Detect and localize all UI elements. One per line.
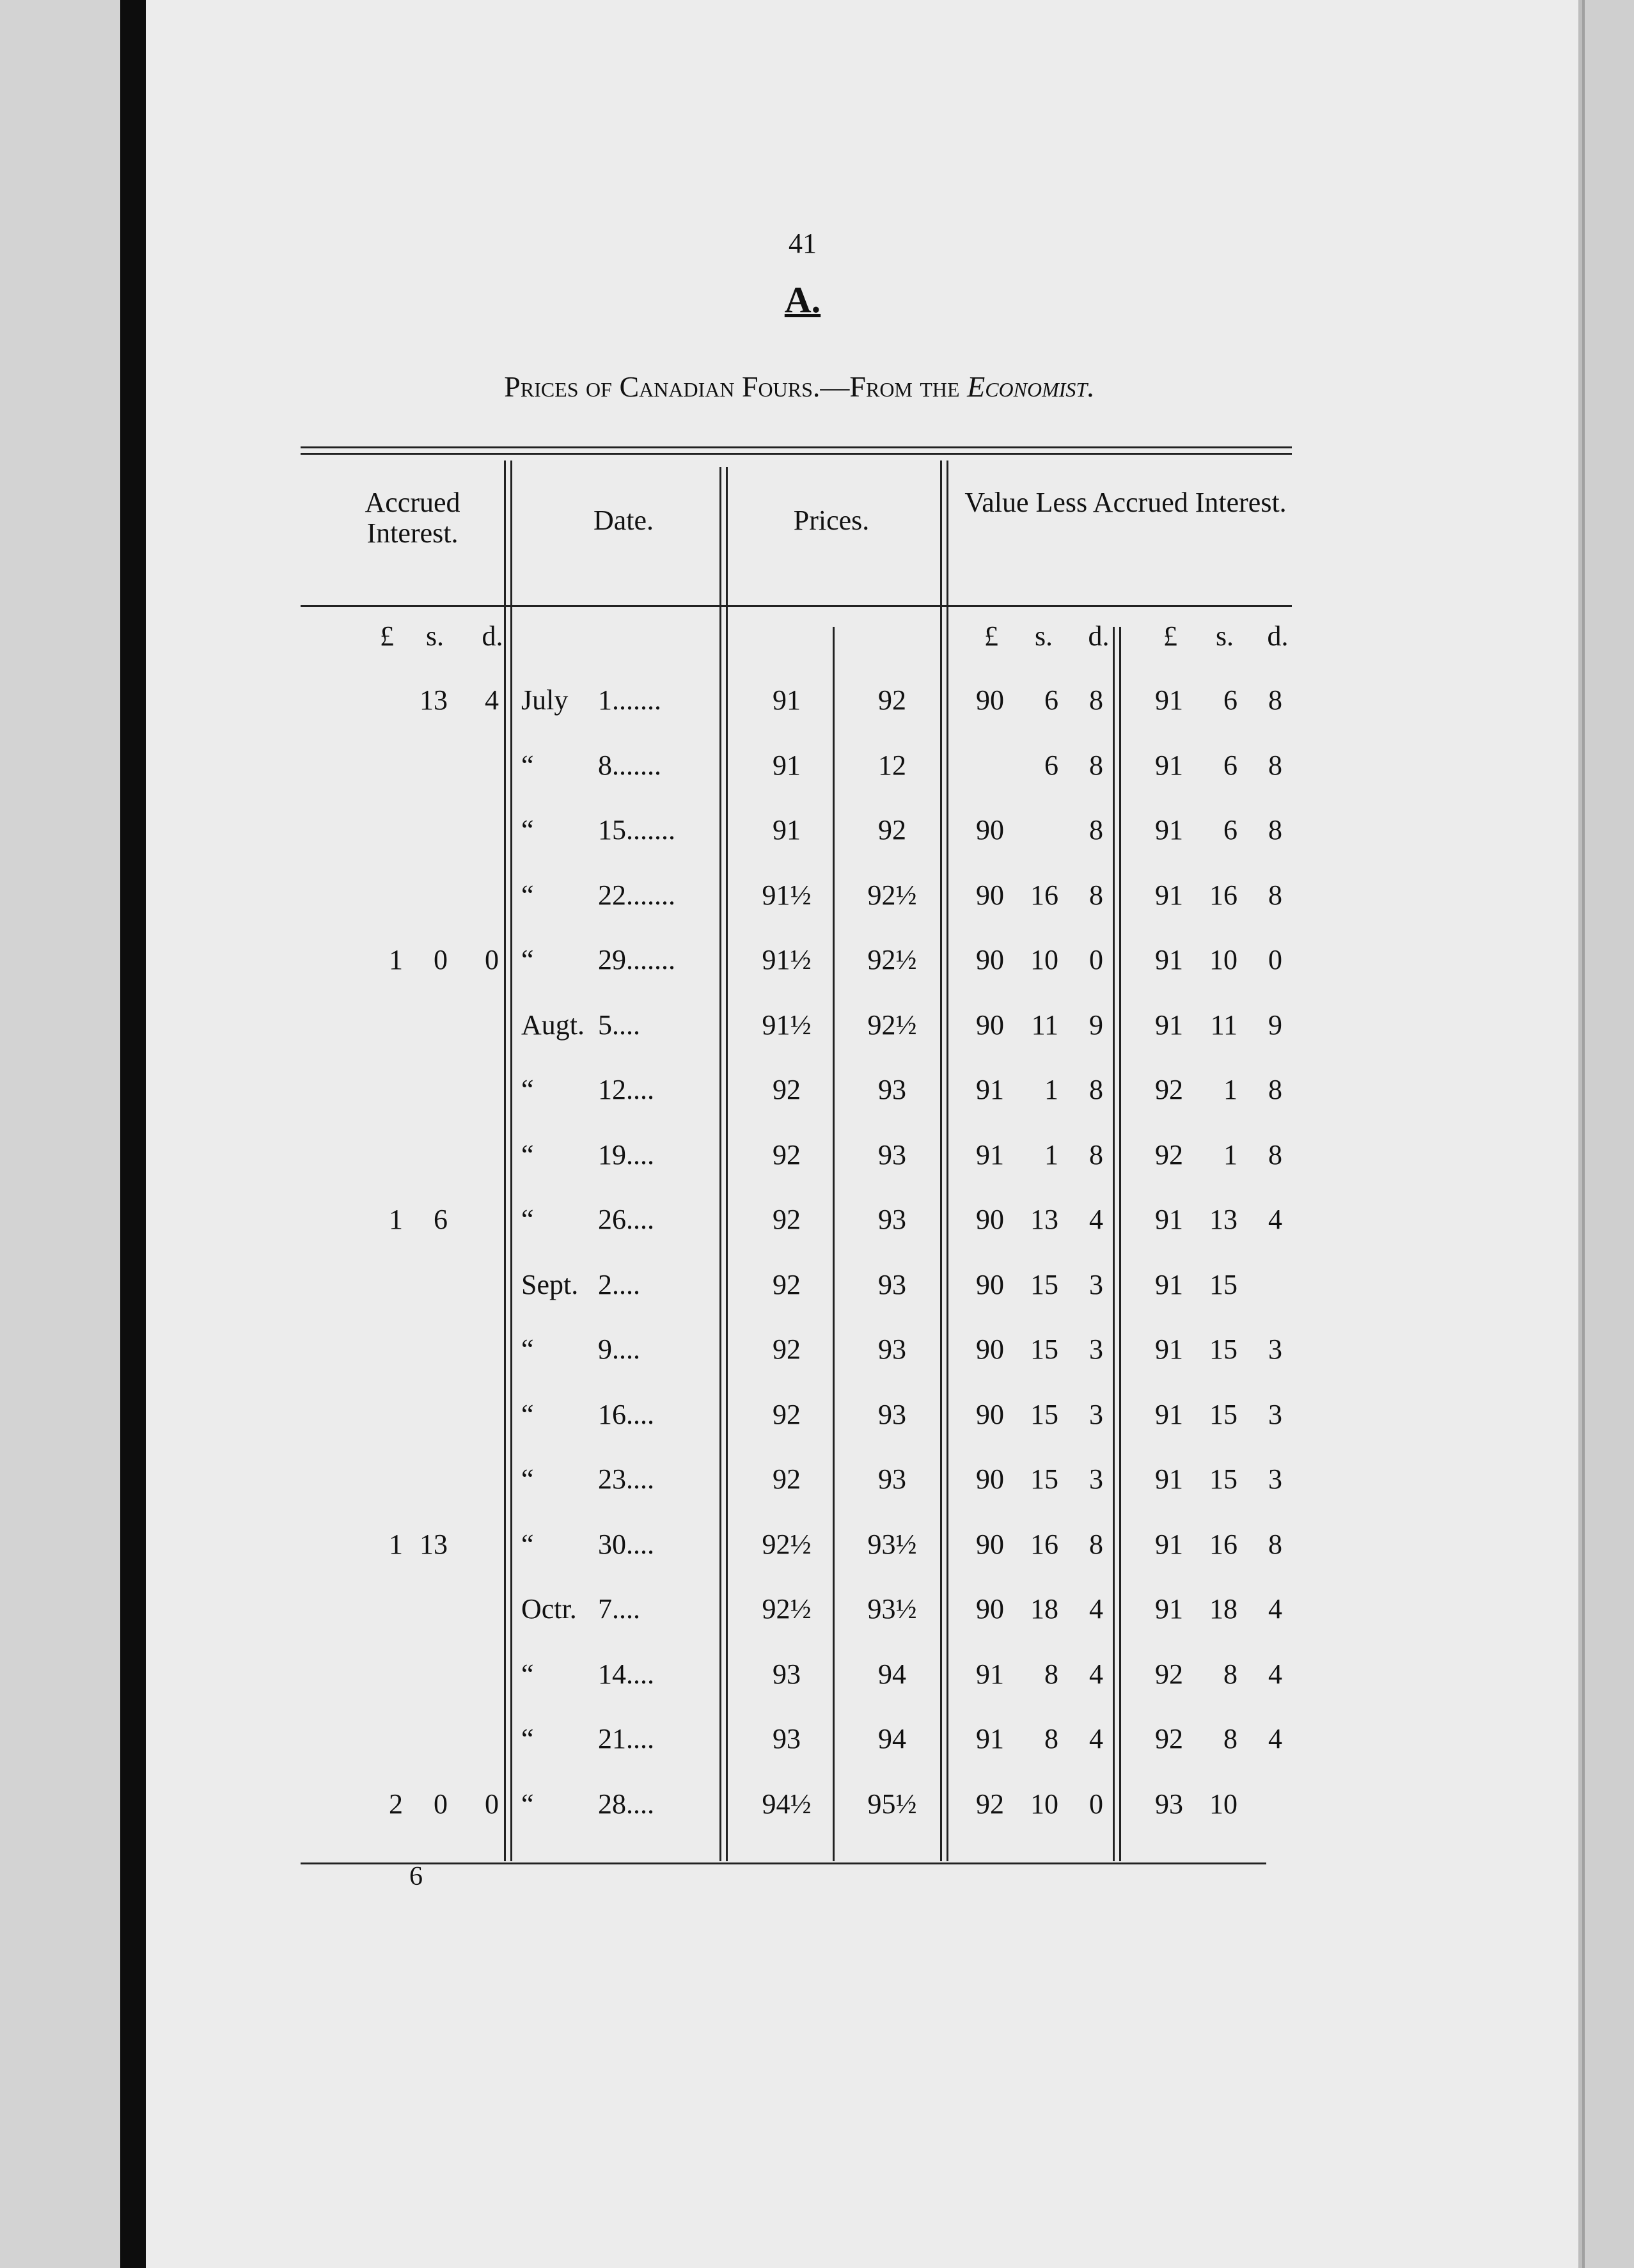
value-b-pounds: 93 xyxy=(1155,1788,1183,1820)
value-b-shillings: 13 xyxy=(1209,1204,1237,1235)
value-a-pence: 8 xyxy=(1089,1528,1103,1560)
document-page xyxy=(146,0,1582,2268)
value-b-pounds: 91 xyxy=(1155,1528,1183,1560)
date-month: “ xyxy=(521,1074,534,1105)
value-b-shillings: 10 xyxy=(1209,1788,1237,1820)
date-month: “ xyxy=(521,1463,534,1495)
col-divider-accrued xyxy=(504,461,506,1861)
price-low: 91½ xyxy=(762,1009,812,1041)
value-b-pence: 8 xyxy=(1268,749,1282,781)
value-b-pounds: 91 xyxy=(1155,1463,1183,1495)
value-b-pounds: 91 xyxy=(1155,684,1183,716)
value-b-pence: 3 xyxy=(1268,1463,1282,1495)
value-a-pence: 8 xyxy=(1089,684,1103,716)
price-low: 92 xyxy=(773,1398,801,1430)
value-a-pence: 9 xyxy=(1089,1009,1103,1041)
value-a-pounds: 90 xyxy=(976,814,1004,846)
date-month: “ xyxy=(521,879,534,911)
date-day: 30.... xyxy=(598,1528,654,1560)
value-a-pounds: 90 xyxy=(976,1204,1004,1235)
price-high: 93 xyxy=(878,1398,906,1430)
price-high: 93 xyxy=(878,1074,906,1105)
value-b-pence: 9 xyxy=(1268,1009,1282,1041)
unit-value-b-pence: d. xyxy=(1267,620,1289,652)
page-edge xyxy=(1582,0,1634,2268)
value-a-shillings: 6 xyxy=(1044,684,1058,716)
price-high: 95½ xyxy=(867,1788,917,1820)
value-a-shillings: 8 xyxy=(1044,1723,1058,1754)
value-a-pounds: 90 xyxy=(976,1268,1004,1300)
price-high: 93 xyxy=(878,1204,906,1235)
accrued-pounds: 2 xyxy=(389,1788,403,1820)
accrued-pence: 0 xyxy=(485,1788,499,1820)
col-divider-date xyxy=(719,467,721,1861)
value-b-pounds: 91 xyxy=(1155,1204,1183,1235)
value-b-pounds: 91 xyxy=(1155,1268,1183,1300)
facing-page-margin xyxy=(0,0,120,2268)
value-a-pounds: 91 xyxy=(976,1723,1004,1754)
value-b-shillings: 15 xyxy=(1209,1334,1237,1365)
value-b-pounds: 91 xyxy=(1155,1398,1183,1430)
price-high: 12 xyxy=(878,749,906,781)
price-high: 92½ xyxy=(867,1009,917,1041)
date-month: “ xyxy=(521,1138,534,1170)
date-day: 12.... xyxy=(598,1074,654,1105)
value-b-pounds: 91 xyxy=(1155,1593,1183,1625)
accrued-pounds: 1 xyxy=(389,1528,403,1560)
date-day: 29....... xyxy=(598,944,675,975)
value-a-pounds: 91 xyxy=(976,1074,1004,1105)
col-divider-accrued-2 xyxy=(510,461,512,1861)
value-b-pounds: 92 xyxy=(1155,1723,1183,1754)
value-b-pence: 8 xyxy=(1268,1074,1282,1105)
value-b-pence: 0 xyxy=(1268,944,1282,975)
price-high: 93 xyxy=(878,1138,906,1170)
value-a-pounds: 90 xyxy=(976,1528,1004,1560)
price-high: 92 xyxy=(878,814,906,846)
section-letter: A. xyxy=(784,279,821,320)
price-low: 92 xyxy=(773,1138,801,1170)
value-b-pence: 4 xyxy=(1268,1658,1282,1690)
value-a-pounds: 90 xyxy=(976,1398,1004,1430)
value-a-shillings: 8 xyxy=(1044,1658,1058,1690)
value-a-shillings: 10 xyxy=(1030,1788,1058,1820)
col-divider-value-mid xyxy=(1113,627,1115,1861)
value-b-pounds: 92 xyxy=(1155,1074,1183,1105)
value-b-pounds: 91 xyxy=(1155,1334,1183,1365)
value-b-pounds: 91 xyxy=(1155,1009,1183,1041)
value-b-pence: 4 xyxy=(1268,1593,1282,1625)
footer-signature-mark: 6 xyxy=(409,1862,423,1891)
value-a-pounds: 90 xyxy=(976,1009,1004,1041)
date-day: 23.... xyxy=(598,1463,654,1495)
value-b-pounds: 91 xyxy=(1155,749,1183,781)
value-b-pounds: 91 xyxy=(1155,879,1183,911)
value-a-pence: 3 xyxy=(1089,1268,1103,1300)
price-high: 92½ xyxy=(867,879,917,911)
value-a-pence: 0 xyxy=(1089,1788,1103,1820)
value-a-shillings: 1 xyxy=(1044,1074,1058,1105)
header-prices: Prices. xyxy=(793,505,870,536)
price-low: 92 xyxy=(773,1074,801,1105)
date-day: 19.... xyxy=(598,1138,654,1170)
value-b-shillings: 16 xyxy=(1209,879,1237,911)
unit-accrued-pounds: £ xyxy=(380,620,394,652)
date-day: 9.... xyxy=(598,1334,640,1365)
unit-value-a-pence: d. xyxy=(1088,620,1110,652)
value-b-pounds: 92 xyxy=(1155,1138,1183,1170)
price-low: 93 xyxy=(773,1658,801,1690)
value-b-pence: 8 xyxy=(1268,814,1282,846)
value-a-pounds: 90 xyxy=(976,879,1004,911)
col-divider-value xyxy=(940,461,942,1861)
price-low: 92 xyxy=(773,1268,801,1300)
price-low: 93 xyxy=(773,1723,801,1754)
value-b-shillings: 6 xyxy=(1223,749,1237,781)
price-low: 92 xyxy=(773,1334,801,1365)
date-month: Octr. xyxy=(521,1593,577,1625)
value-a-pounds: 90 xyxy=(976,1463,1004,1495)
accrued-pence: 0 xyxy=(485,944,499,975)
accrued-pounds: 1 xyxy=(389,1204,403,1235)
price-low: 94½ xyxy=(762,1788,812,1820)
value-a-shillings: 16 xyxy=(1030,879,1058,911)
value-b-pence: 3 xyxy=(1268,1398,1282,1430)
value-b-pence: 3 xyxy=(1268,1334,1282,1365)
header-date: Date. xyxy=(593,505,654,536)
header-accrued: Accrued Interest. xyxy=(365,487,460,549)
price-high: 92 xyxy=(878,684,906,716)
value-a-pence: 4 xyxy=(1089,1658,1103,1690)
date-month: Augt. xyxy=(521,1009,585,1041)
date-day: 22....... xyxy=(598,879,675,911)
price-high: 93 xyxy=(878,1334,906,1365)
value-b-shillings: 16 xyxy=(1209,1528,1237,1560)
unit-value-b-pounds: £ xyxy=(1163,620,1177,652)
price-high: 94 xyxy=(878,1723,906,1754)
accrued-shillings: 6 xyxy=(434,1204,448,1235)
value-b-shillings: 15 xyxy=(1209,1268,1237,1300)
accrued-shillings: 0 xyxy=(434,1788,448,1820)
price-low: 92½ xyxy=(762,1593,812,1625)
price-low: 91½ xyxy=(762,879,812,911)
date-day: 14.... xyxy=(598,1658,654,1690)
value-b-shillings: 11 xyxy=(1210,1009,1237,1041)
value-a-shillings: 11 xyxy=(1031,1009,1058,1041)
price-high: 93 xyxy=(878,1268,906,1300)
date-month: “ xyxy=(521,944,534,975)
date-day: 1....... xyxy=(598,684,661,716)
date-day: 2.... xyxy=(598,1268,640,1300)
value-a-shillings: 15 xyxy=(1030,1398,1058,1430)
col-divider-prices xyxy=(833,627,835,1861)
value-b-shillings: 1 xyxy=(1223,1074,1237,1105)
value-b-pounds: 91 xyxy=(1155,944,1183,975)
price-low: 92 xyxy=(773,1204,801,1235)
value-a-pence: 8 xyxy=(1089,1138,1103,1170)
table-bottom-rule xyxy=(301,1862,1266,1864)
price-high: 93 xyxy=(878,1463,906,1495)
date-day: 21.... xyxy=(598,1723,654,1754)
date-day: 26.... xyxy=(598,1204,654,1235)
value-a-pence: 3 xyxy=(1089,1463,1103,1495)
value-a-pounds: 90 xyxy=(976,944,1004,975)
value-a-shillings: 15 xyxy=(1030,1334,1058,1365)
accrued-shillings: 13 xyxy=(420,1528,448,1560)
caption-source: Economist. xyxy=(967,370,1095,403)
accrued-shillings: 0 xyxy=(434,944,448,975)
table-top-rule-inner xyxy=(301,453,1292,455)
date-month: Sept. xyxy=(521,1268,579,1300)
price-low: 92½ xyxy=(762,1528,812,1560)
date-month: July xyxy=(521,684,569,716)
value-b-shillings: 15 xyxy=(1209,1463,1237,1495)
header-value: Value Less Accrued Interest. xyxy=(964,487,1287,518)
date-month: “ xyxy=(521,1334,534,1365)
caption-main: Prices of Canadian Fours.—From the xyxy=(504,370,960,403)
value-a-pence: 0 xyxy=(1089,944,1103,975)
value-a-pence: 8 xyxy=(1089,814,1103,846)
value-a-shillings: 15 xyxy=(1030,1268,1058,1300)
unit-value-b-shillings: s. xyxy=(1215,620,1234,652)
value-a-pounds: 90 xyxy=(976,1334,1004,1365)
value-a-pence: 4 xyxy=(1089,1593,1103,1625)
price-high: 92½ xyxy=(867,944,917,975)
value-a-pence: 8 xyxy=(1089,1074,1103,1105)
col-divider-value-2 xyxy=(947,461,948,1861)
date-month: “ xyxy=(521,1658,534,1690)
value-a-pence: 8 xyxy=(1089,749,1103,781)
price-low: 92 xyxy=(773,1463,801,1495)
value-a-pence: 3 xyxy=(1089,1398,1103,1430)
price-high: 94 xyxy=(878,1658,906,1690)
date-month: “ xyxy=(521,814,534,846)
price-low: 91½ xyxy=(762,944,812,975)
date-month: “ xyxy=(521,1723,534,1754)
value-a-shillings: 18 xyxy=(1030,1593,1058,1625)
value-b-pounds: 91 xyxy=(1155,814,1183,846)
date-day: 15....... xyxy=(598,814,675,846)
value-b-pence: 8 xyxy=(1268,684,1282,716)
value-a-pence: 3 xyxy=(1089,1334,1103,1365)
value-a-pounds: 91 xyxy=(976,1658,1004,1690)
value-b-pounds: 92 xyxy=(1155,1658,1183,1690)
value-b-shillings: 6 xyxy=(1223,814,1237,846)
unit-accrued-pence: d. xyxy=(482,620,503,652)
date-month: “ xyxy=(521,749,534,781)
col-divider-date-2 xyxy=(726,467,728,1861)
value-b-pence: 8 xyxy=(1268,879,1282,911)
value-a-shillings: 13 xyxy=(1030,1204,1058,1235)
price-low: 91 xyxy=(773,749,801,781)
table-caption xyxy=(192,370,1407,404)
date-month: “ xyxy=(521,1528,534,1560)
date-day: 7.... xyxy=(598,1593,640,1625)
price-high: 93½ xyxy=(867,1593,917,1625)
date-month: “ xyxy=(521,1788,534,1820)
header-rule xyxy=(301,605,1292,607)
value-a-pounds: 91 xyxy=(976,1138,1004,1170)
value-a-shillings: 10 xyxy=(1030,944,1058,975)
accrued-pounds: 1 xyxy=(389,944,403,975)
accrued-shillings: 13 xyxy=(420,684,448,716)
price-low: 91 xyxy=(773,814,801,846)
value-a-pence: 4 xyxy=(1089,1723,1103,1754)
date-day: 5.... xyxy=(598,1009,640,1041)
value-a-shillings: 6 xyxy=(1044,749,1058,781)
page-number: 41 xyxy=(789,228,817,259)
date-day: 28.... xyxy=(598,1788,654,1820)
book-gutter xyxy=(120,0,146,2268)
price-high: 93½ xyxy=(867,1528,917,1560)
value-b-shillings: 10 xyxy=(1209,944,1237,975)
accrued-pence: 4 xyxy=(485,684,499,716)
unit-value-a-shillings: s. xyxy=(1034,620,1053,652)
unit-value-a-pounds: £ xyxy=(984,620,998,652)
value-a-pounds: 90 xyxy=(976,684,1004,716)
date-day: 16.... xyxy=(598,1398,654,1430)
value-a-shillings: 16 xyxy=(1030,1528,1058,1560)
value-b-pence: 8 xyxy=(1268,1138,1282,1170)
value-b-pence: 4 xyxy=(1268,1723,1282,1754)
value-a-pence: 8 xyxy=(1089,879,1103,911)
date-month: “ xyxy=(521,1398,534,1430)
value-a-pence: 4 xyxy=(1089,1204,1103,1235)
value-a-shillings: 1 xyxy=(1044,1138,1058,1170)
value-b-shillings: 8 xyxy=(1223,1658,1237,1690)
value-b-pence: 4 xyxy=(1268,1204,1282,1235)
value-b-shillings: 15 xyxy=(1209,1398,1237,1430)
table-top-rule xyxy=(301,446,1292,448)
unit-accrued-shillings: s. xyxy=(425,620,444,652)
date-month: “ xyxy=(521,1204,534,1235)
value-a-shillings: 15 xyxy=(1030,1463,1058,1495)
value-b-shillings: 18 xyxy=(1209,1593,1237,1625)
value-a-pounds: 90 xyxy=(976,1593,1004,1625)
value-b-pence: 8 xyxy=(1268,1528,1282,1560)
value-b-shillings: 6 xyxy=(1223,684,1237,716)
price-low: 91 xyxy=(773,684,801,716)
value-b-shillings: 1 xyxy=(1223,1138,1237,1170)
value-a-pounds: 92 xyxy=(976,1788,1004,1820)
col-divider-value-mid-2 xyxy=(1119,627,1121,1861)
value-b-shillings: 8 xyxy=(1223,1723,1237,1754)
date-day: 8....... xyxy=(598,749,661,781)
